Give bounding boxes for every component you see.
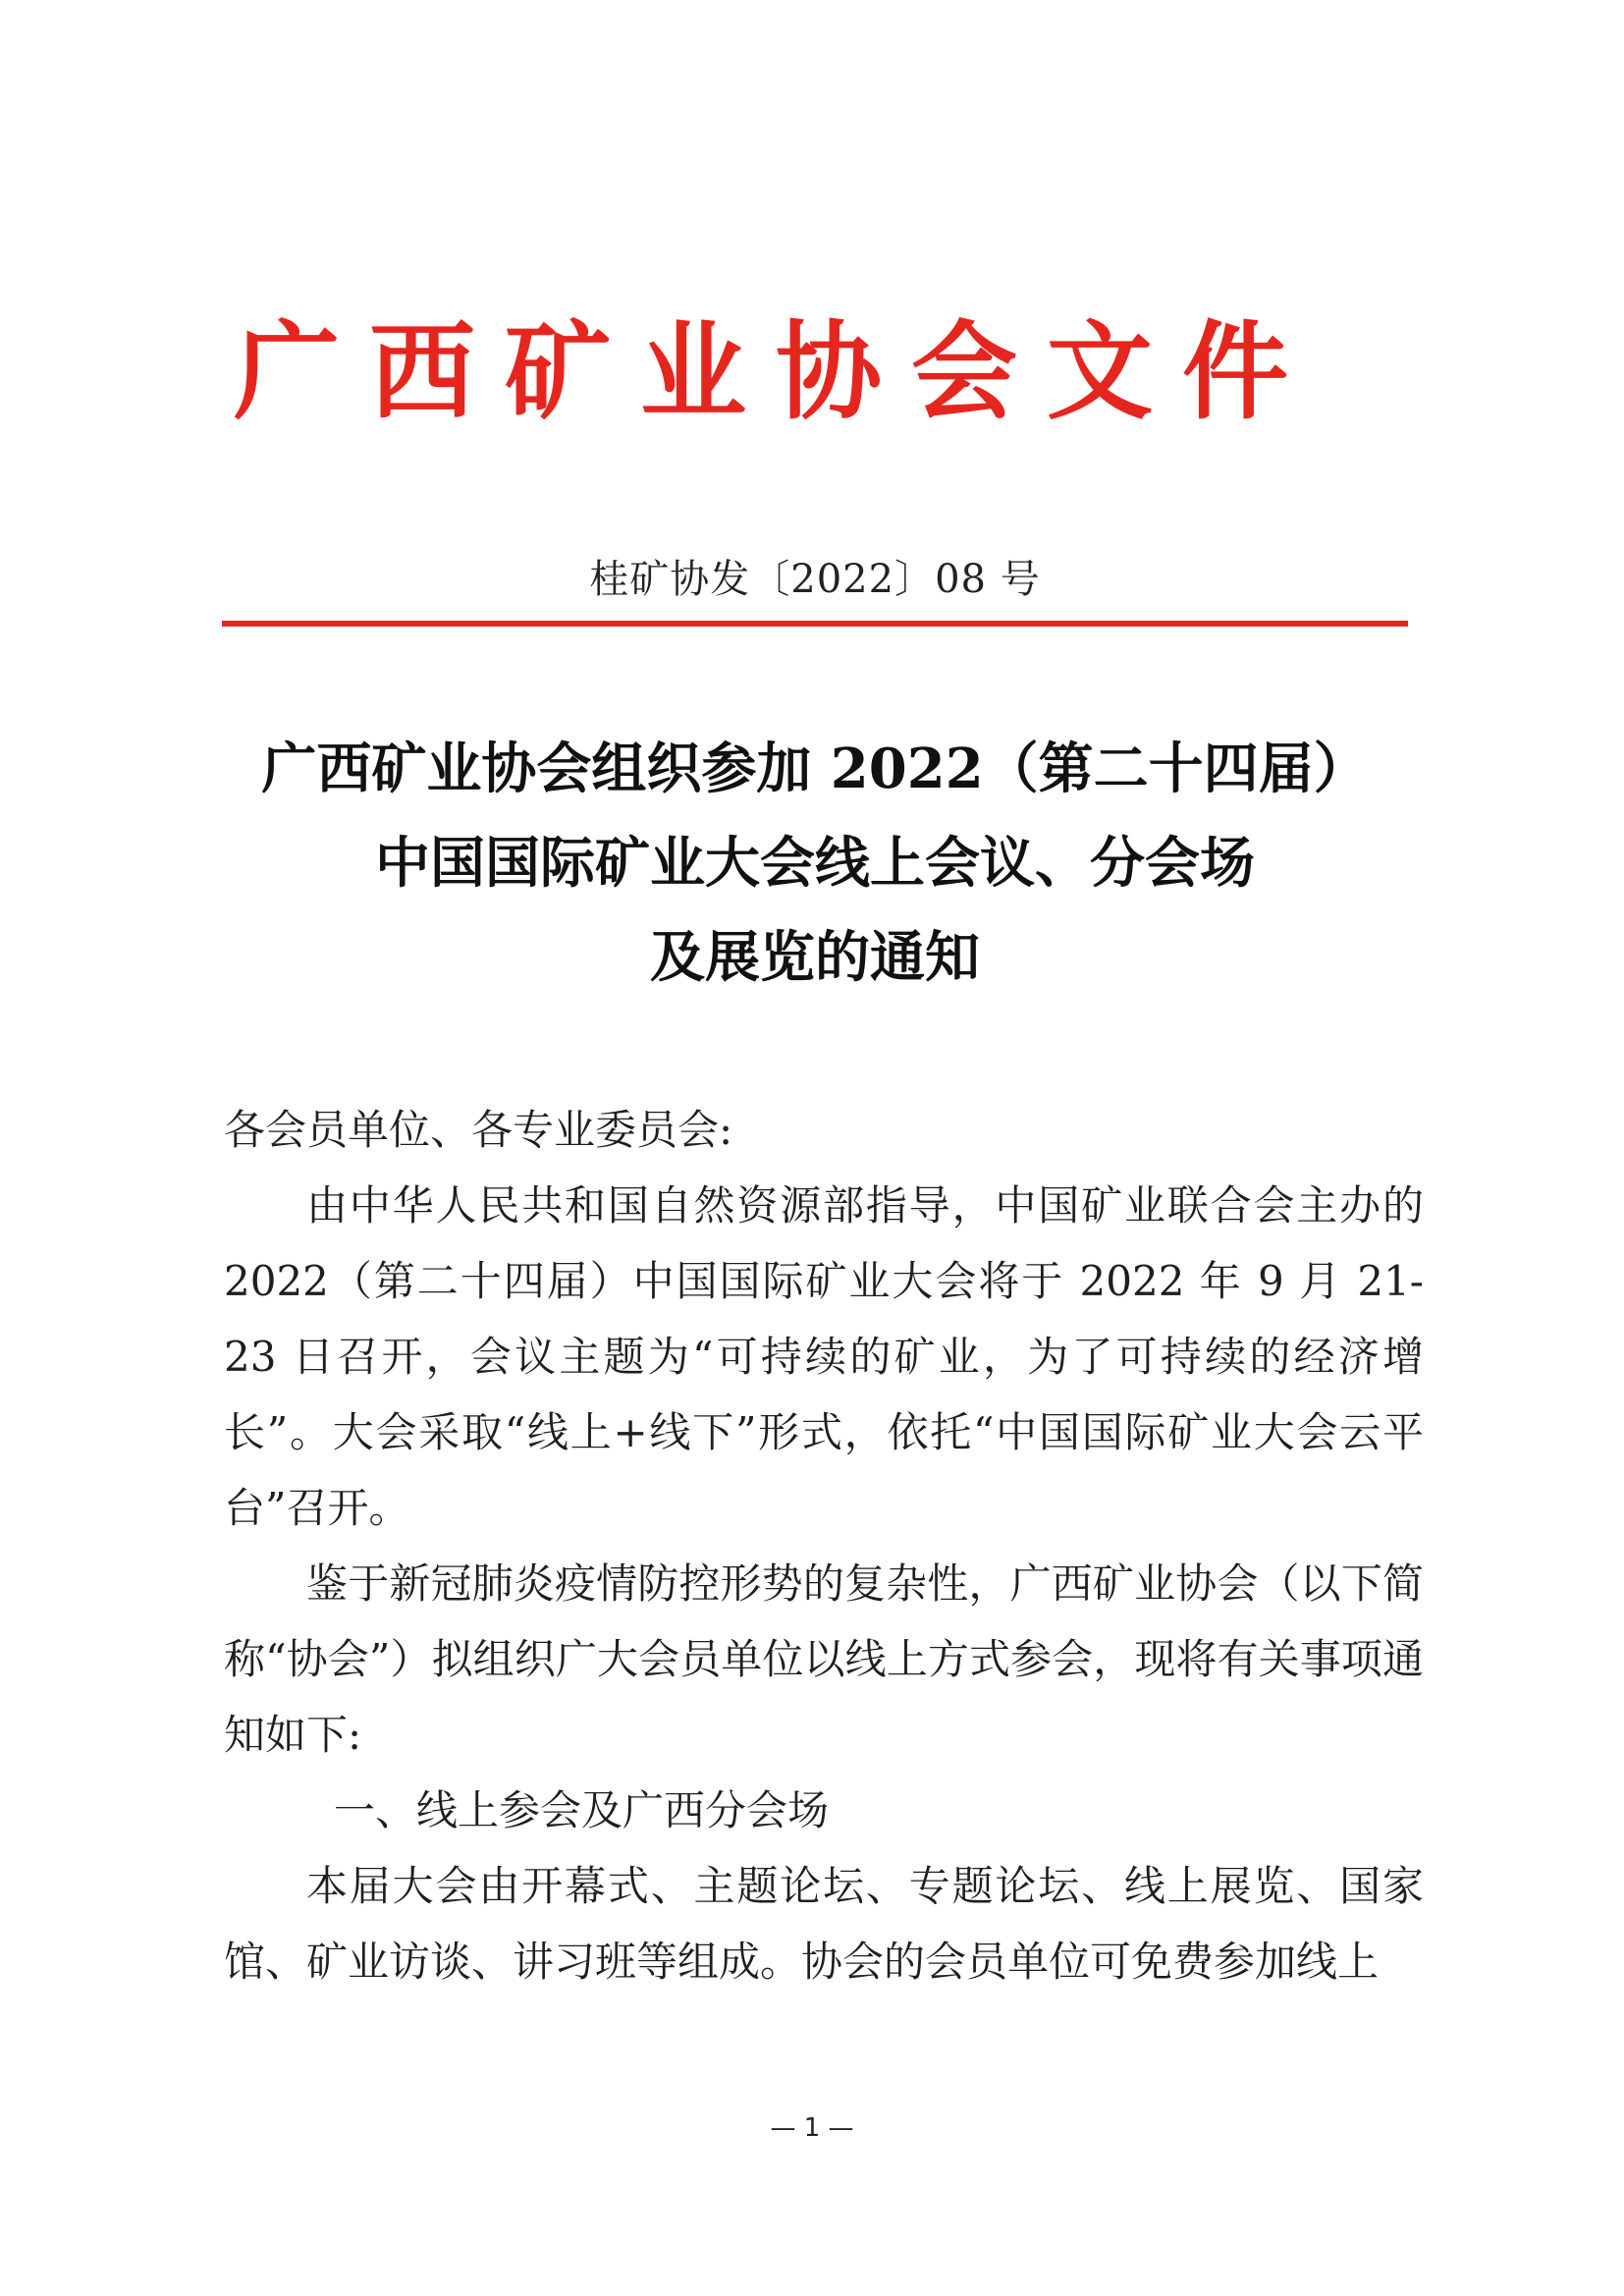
document-title: [196, 722, 1434, 1005]
document-body: [224, 1092, 1424, 1999]
page-number: — 1 —: [770, 2113, 854, 2143]
issuing-organization-title: 广西矿业协会文件: [233, 311, 1318, 434]
section-heading-1: 一、线上参会及广西分会场: [334, 1786, 830, 1834]
title-line-1: 广西矿业协会组织参加 2022（第二十四届）: [261, 737, 1369, 801]
body-paragraph-1: 由中华人民共和国自然资源部指导，中国矿业联合会主办的 2022（第二十四届）中国国际矿业大会将于 2022 年 9 月 21-23 日召开，会议主题为“可持续的矿业，为了可持续的经济增长”。大会采取“线上+线下”形式，依托“中国国际矿业大会云平台”召开。: [224, 1181, 1424, 1532]
section-1-paragraph: 本届大会由开幕式、主题论坛、专题论坛、线上展览、国家馆、矿业访谈、讲习班等组成。协会的会员单位可免费参加线上: [224, 1862, 1424, 1986]
salutation: 各会员单位、各专业委员会:: [224, 1106, 733, 1154]
red-separator-rule: [222, 621, 1408, 627]
title-line-3: 及展览的通知: [650, 925, 980, 990]
body-paragraph-2: 鉴于新冠肺炎疫情防控形势的复杂性，广西矿业协会（以下简称“协会”）拟组织广大会员单位以线上方式参会，现将有关事项通知如下:: [224, 1559, 1424, 1759]
document-number: 桂矿协发〔2022〕08 号: [589, 557, 1041, 602]
title-line-2: 中国国际矿业大会线上会议、分会场: [375, 831, 1255, 896]
